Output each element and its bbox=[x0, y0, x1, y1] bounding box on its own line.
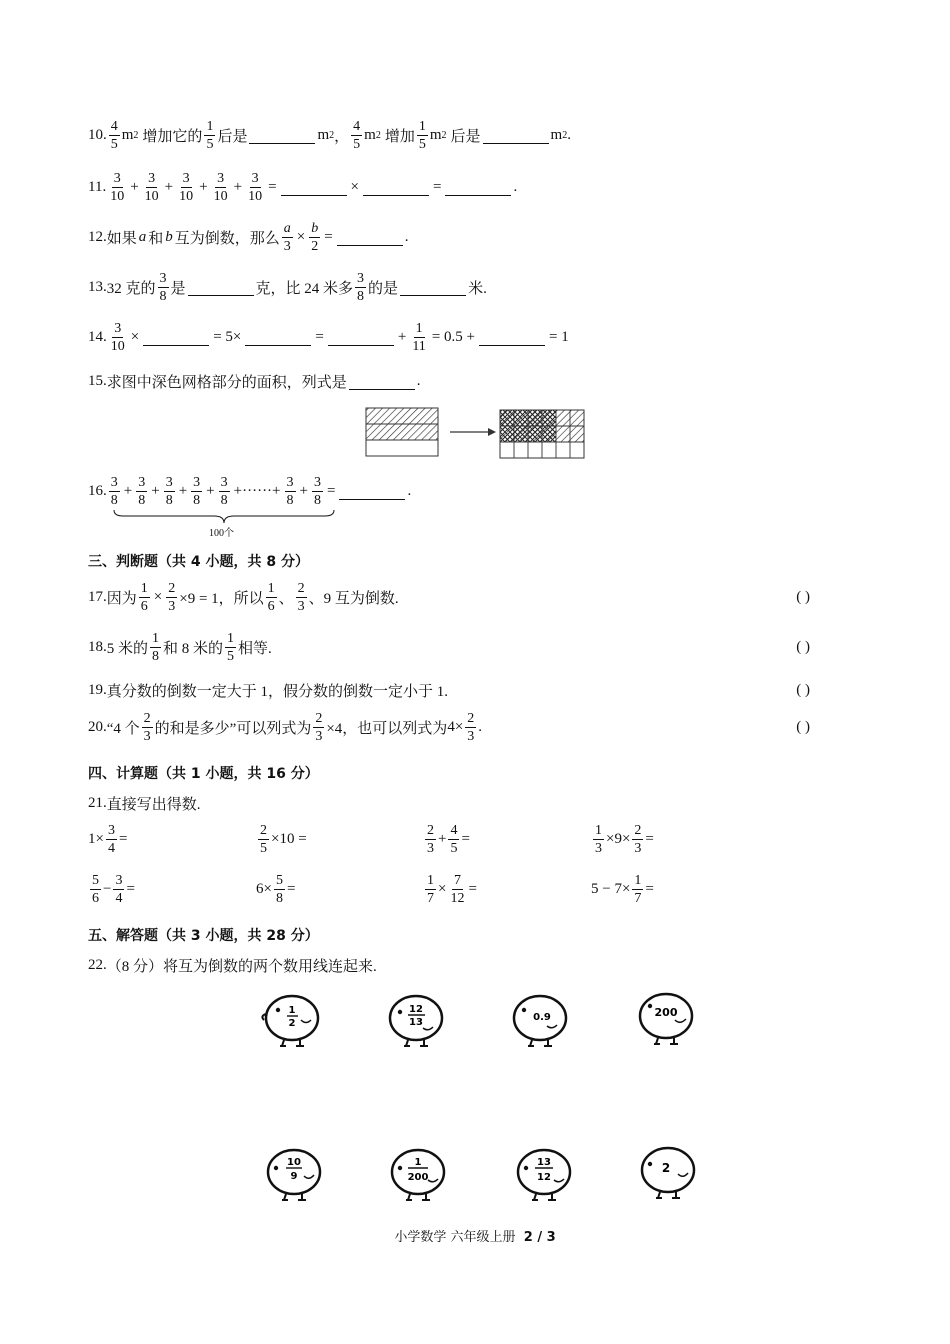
chick-bottom-4[interactable] bbox=[632, 1142, 702, 1202]
answer-blank[interactable] bbox=[249, 127, 315, 144]
svg-text:13: 13 bbox=[537, 1157, 551, 1168]
fraction: $\frac{1}{11}$ bbox=[412, 321, 426, 354]
fraction: 3 8 bbox=[357, 271, 365, 304]
svg-text:1: 1 bbox=[288, 1005, 296, 1016]
fraction: 4 5 bbox=[353, 119, 361, 152]
chick-bottom-1[interactable] bbox=[258, 1144, 328, 1204]
fraction: $\frac{a}{3}$ bbox=[283, 221, 291, 254]
chick-top-1[interactable] bbox=[256, 990, 326, 1050]
svg-text:1: 1 bbox=[414, 1157, 422, 1168]
svg-text:0.9: 0.9 bbox=[533, 1012, 551, 1023]
calc-item-3: 2 3 + $\frac{4}{5}$ = bbox=[427, 823, 470, 856]
original-rectangle bbox=[366, 408, 438, 456]
question-13: 13. 32 克的 3 8 是 克，比 24 米多 3 8 的是 米. bbox=[88, 271, 487, 304]
area-grid-figure bbox=[360, 402, 590, 464]
arrow-icon bbox=[450, 428, 496, 436]
answer-blank[interactable] bbox=[363, 179, 429, 196]
question-14: 14. $\frac{3}{10}$ × = 5× = + $\frac{1}{11}$ = 0.5 + = 1 bbox=[88, 321, 569, 354]
section-3-title: 三、判断题（共 4 小题，共 8 分） bbox=[88, 554, 309, 570]
answer-blank[interactable] bbox=[188, 279, 254, 296]
fraction: 1 5 bbox=[418, 119, 426, 152]
underbrace-label: 100个 bbox=[209, 528, 234, 539]
answer-blank[interactable] bbox=[245, 329, 311, 346]
question-19: 19. 真分数的倒数一定大于 1，假分数的倒数一定小于 1. ( ) bbox=[88, 682, 810, 700]
answer-blank[interactable] bbox=[445, 179, 511, 196]
answer-paren[interactable]: ( ) bbox=[796, 639, 810, 655]
svg-text:9: 9 bbox=[290, 1171, 298, 1182]
calc-item-8: 5 − 7× $\frac{1}{7}$ = bbox=[591, 873, 654, 906]
answer-paren[interactable]: ( ) bbox=[796, 589, 810, 605]
question-22: 22. （8 分）将互为倒数的两个数用线连起来. bbox=[88, 957, 377, 975]
calc-item-5: 5 6 − $\frac{3}{4}$ = bbox=[92, 873, 135, 906]
answer-blank[interactable] bbox=[400, 279, 466, 296]
question-10: 10. 4 5 m 2 增加它的 1 5 后是 m 2 ， 4 5 m 2 增加 1 5 m 2 后是 m 2 . bbox=[88, 119, 571, 152]
answer-blank[interactable] bbox=[483, 127, 549, 144]
fraction: 1 5 bbox=[206, 119, 214, 152]
fraction: $\frac{3}{10}$ bbox=[248, 171, 263, 204]
chick-top-4[interactable] bbox=[630, 988, 700, 1048]
svg-text:200: 200 bbox=[654, 1006, 678, 1019]
question-11: 11. 3 10 + $\frac{3}{10}$ + $\frac{3}{10}$ + $\frac{3}{10}$ + $\frac{3}{10}$ = × = . bbox=[88, 171, 518, 204]
underbrace bbox=[113, 509, 335, 525]
answer-blank[interactable] bbox=[281, 179, 347, 196]
svg-text:10: 10 bbox=[287, 1157, 301, 1168]
answer-blank[interactable] bbox=[349, 373, 415, 390]
svg-text:12: 12 bbox=[537, 1172, 551, 1183]
question-18: 18. 5 米的 1 8 和 8 米的 1 5 相等. ( ) bbox=[88, 631, 810, 664]
question-12: 12. 如果 a 和 b 互为倒数，那么 $\frac{a}{3}$ × $\frac{b}{2}$ = . bbox=[88, 221, 409, 254]
svg-text:2: 2 bbox=[288, 1018, 296, 1029]
section-5-title: 五、解答题（共 3 小题，共 28 分） bbox=[88, 928, 319, 944]
fraction: $\frac{3}{10}$ bbox=[144, 171, 159, 204]
fraction: $\frac{3}{10}$ bbox=[179, 171, 194, 204]
chick-bottom-3[interactable] bbox=[508, 1144, 578, 1204]
fraction: $\frac{b}{2}$ bbox=[311, 221, 319, 254]
calc-item-7: $\frac{1}{7}$ × $\frac{7}{12}$ = bbox=[427, 873, 477, 906]
answer-paren[interactable]: ( ) bbox=[796, 719, 810, 735]
answer-blank[interactable] bbox=[143, 329, 209, 346]
fraction: 3 10 bbox=[110, 171, 125, 204]
page-footer: 小学数学 六年级上册 2 / 3 bbox=[394, 1230, 556, 1245]
answer-blank[interactable] bbox=[328, 329, 394, 346]
answer-blank[interactable] bbox=[339, 483, 405, 500]
svg-text:200: 200 bbox=[407, 1172, 429, 1183]
chick-top-3[interactable] bbox=[504, 990, 574, 1050]
chick-top-2[interactable] bbox=[380, 990, 450, 1050]
section-4-title: 四、计算题（共 1 小题，共 16 分） bbox=[88, 766, 319, 782]
chick-bottom-2[interactable] bbox=[382, 1144, 452, 1204]
fraction: $\frac{3}{10}$ bbox=[110, 321, 125, 354]
calc-item-1: 1× $\frac{3}{4}$ = bbox=[88, 823, 128, 856]
svg-text:13: 13 bbox=[409, 1017, 423, 1028]
question-20: 20. “4 个 2 3 的和是多少”可以列式为 $\frac{2}{3}$ ×4，也可以列式为 4× $\frac{2}{3}$ . ( ) bbox=[88, 711, 810, 744]
answer-paren[interactable]: ( ) bbox=[796, 682, 810, 698]
question-16: 16. 3 8 + $\frac{3}{8}$ + $\frac{3}{8}$ + $\frac{3}{8}$ + $\frac{3}{8}$ +······+ $\frac{3}{8}$ + $\frac{3}{8}$ = . bbox=[88, 475, 412, 508]
svg-text:12: 12 bbox=[409, 1004, 423, 1015]
calc-item-6: 6× $\frac{5}{8}$ = bbox=[256, 873, 296, 906]
svg-text:2: 2 bbox=[661, 1161, 671, 1175]
calc-item-4: $\frac{1}{3}$ ×9× $\frac{2}{3}$ = bbox=[595, 823, 654, 856]
question-15: 15. 求图中深色网格部分的面积，列式是 . bbox=[88, 373, 421, 391]
fraction: $\frac{3}{10}$ bbox=[213, 171, 228, 204]
question-17: 17. 因为 $\frac{1}{6}$ × $\frac{2}{3}$ ×9 = 1，所以 1 6 、 2 3 、9 互为倒数. ( ) bbox=[88, 581, 810, 614]
answer-blank[interactable] bbox=[479, 329, 545, 346]
grid-rectangle bbox=[500, 410, 584, 458]
fraction: 4 5 bbox=[110, 119, 118, 152]
calc-item-2: $\frac{2}{5}$ ×10 = bbox=[260, 823, 307, 856]
fraction: 3 8 bbox=[159, 271, 167, 304]
answer-blank[interactable] bbox=[337, 229, 403, 246]
question-21: 21. 直接写出得数. bbox=[88, 795, 201, 813]
